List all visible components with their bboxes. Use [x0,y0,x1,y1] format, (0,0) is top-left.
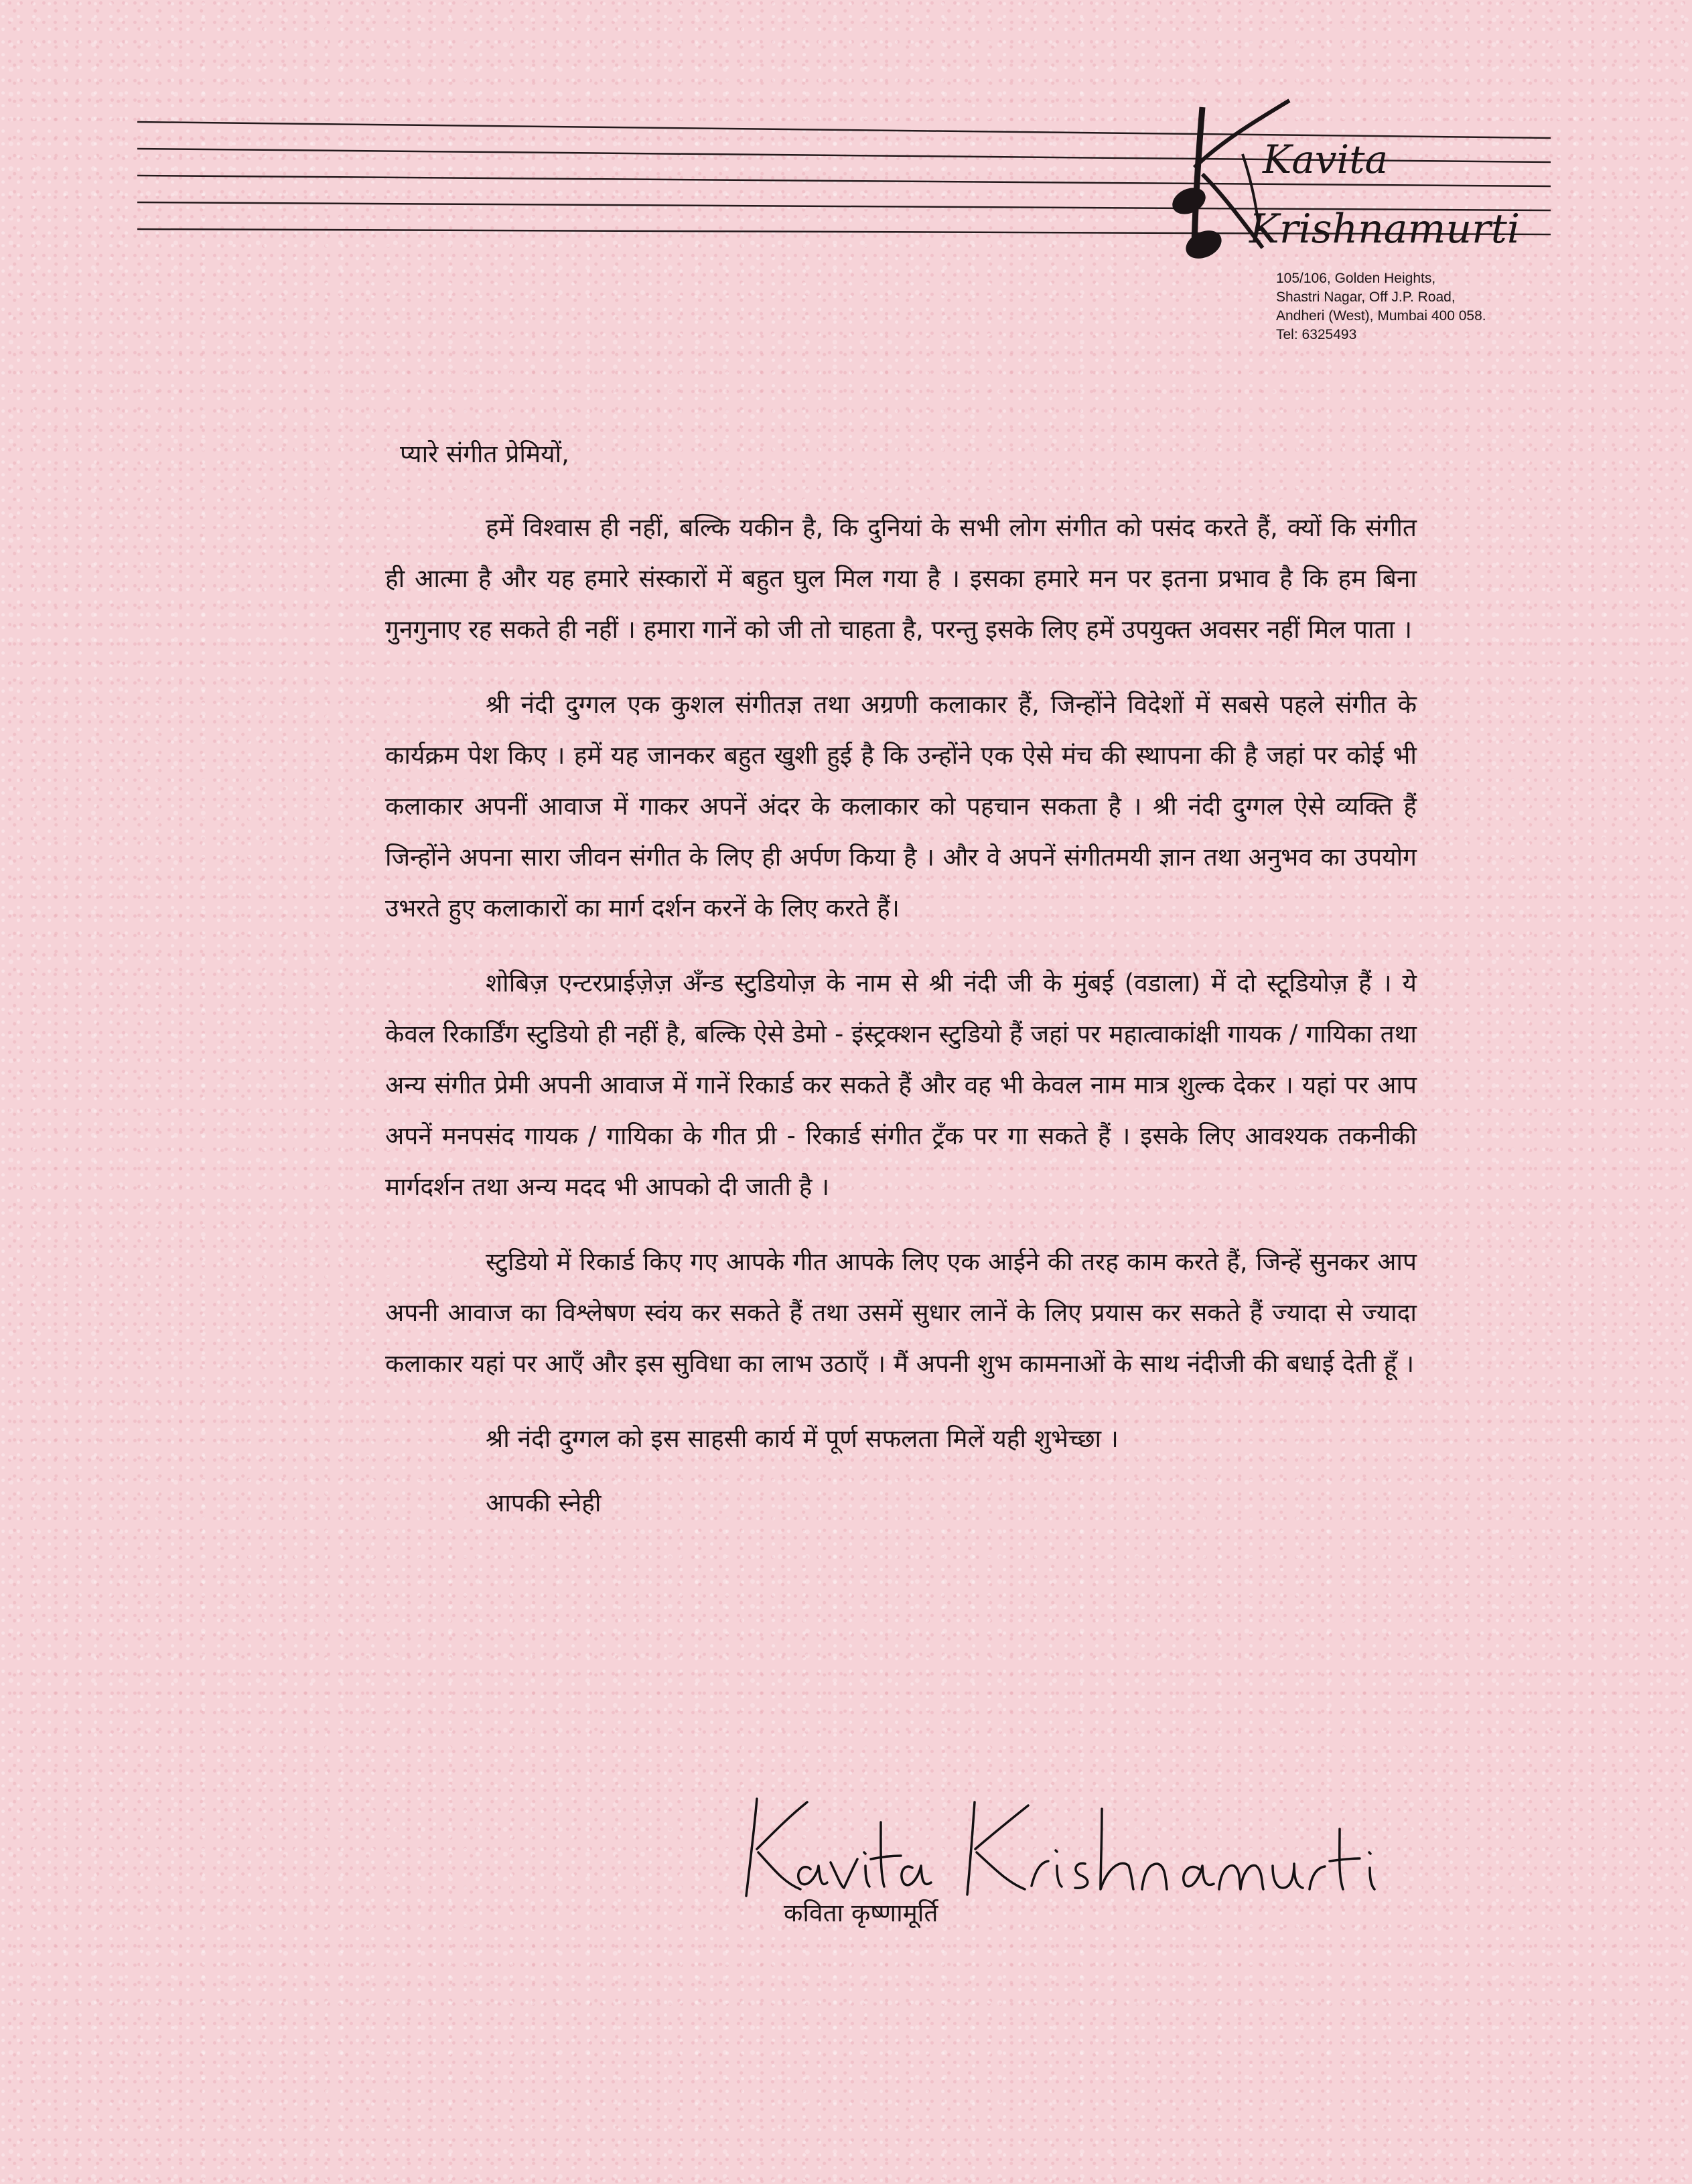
closing-phrase: आपकी स्नेही [486,1489,602,1517]
address-line: Shastri Nagar, Off J.P. Road, [1276,289,1456,305]
kavita-krishnamurti-logo [1162,94,1631,268]
address-line: Andheri (West), Mumbai 400 058. [1276,308,1486,324]
paragraph-4: स्टुडियो में रिकार्ड किए गए आपके गीत आपके लिए एक आईने की तरह काम करते हैं, जिन्हें सुनकर आप अपनी आवाज का विश्लेषण स्वंय कर सकते हैं तथा उसमें सुधार लानें के लिए प्रयास कर सकते हैं ज्यादा से ज्यादा कलाकार यहां पर आएँ और इस सुविधा का लाभ उठाएँ । मैं अपनी शुभ कामनाओं के साथ नंदीजी की बधाई देती हूँ । [385,1247,1417,1378]
paragraph-2: श्री नंदी दुग्गल एक कुशल संगीतज्ञ तथा अग्रणी कलाकार हैं, जिन्होंने विदेशों में सबसे पहले संगीत के कार्यक्रम पेश किए । हमें यह जानकर बहुत खुशी हुई है कि उन्होंने एक ऐसे मंच की स्थापना की है जहां पर कोई भी कलाकार अपनीं आवाज में गाकर अपनें अंदर के कलाकार को पहचान सकता है । श्री नंदी दुग्गल ऐसे व्यक्ति हैं जिन्होंने अपना सारा जीवन संगीत के लिए ही अर्पण किया है । और वे अपनें संगीतमयी ज्ञान तथा अनुभव का उपयोग उभरते हुए कलाकारों का मार्ग दर्शन करनें के लिए करते हैं। [385,690,1417,923]
paragraph-3: शोबिज़ एन्टरप्राईज़ेज़ अँन्ड स्टुडियोज़ के नाम से श्री नंदी जी के मुंबई (वडाला) में दो स्टूडियोज़ हैं । ये केवल रिकार्डिंग स्टुडियो ही नहीं है, बल्कि ऐसे डेमो - इंस्ट्रक्शन स्टुडियो हैं जहां पर महात्वाकांक्षी गायक / गायिका तथा अन्य संगीत प्रेमी अपनी आवाज में गानें रिकार्ड कर सकते हैं और वह भी केवल नाम मात्र शुल्क देकर । यहां पर आप अपनें मनपसंद गायक / गायिका के गीत प्री - रिकार्ड संगीत ट्रँक पर गा सकते हैं । इसके लिए आवश्यक तकनीकी मार्गदर्शन तथा अन्य मदद भी आपको दी जाती है । [385,969,1417,1201]
address-phone: Tel: 6325493 [1276,327,1357,342]
paragraph-1: हमें विश्वास ही नहीं, बल्कि यकीन है, कि दुनियां के सभी लोग संगीत को पसंद करते हैं, क्यों कि संगीत ही आत्मा है और यह हमारे संस्कारों में बहुत घुल मिल गया है । इसका हमारे मन पर इतना प्रभाव है कि हम बिना गुनगुनाए रह सकते ही नहीं । हमारा गानें को जी तो चाहता है, परन्तु इसके लिए हमें उपयुक्त अवसर नहीं मिल पाता । [385,513,1417,644]
handwritten-signature [737,1782,1393,1909]
letterhead-address [1276,269,1611,344]
logo-line-2: Krishnamurti [1249,206,1521,253]
letter-body [385,429,1417,1529]
signatory-name: कविता कृष्णामूर्ति [784,1899,938,1927]
address-line: 105/106, Golden Heights, [1276,271,1436,286]
logo-line-1: Kavita [1263,137,1389,182]
salutation: प्यारे संगीत प्रेमियों, [400,439,569,468]
letterhead [137,94,1551,342]
closing-wish: श्री नंदी दुग्गल को इस साहसी कार्य में पूर्ण सफलता मिलें यही शुभेच्छा । [486,1424,1119,1453]
